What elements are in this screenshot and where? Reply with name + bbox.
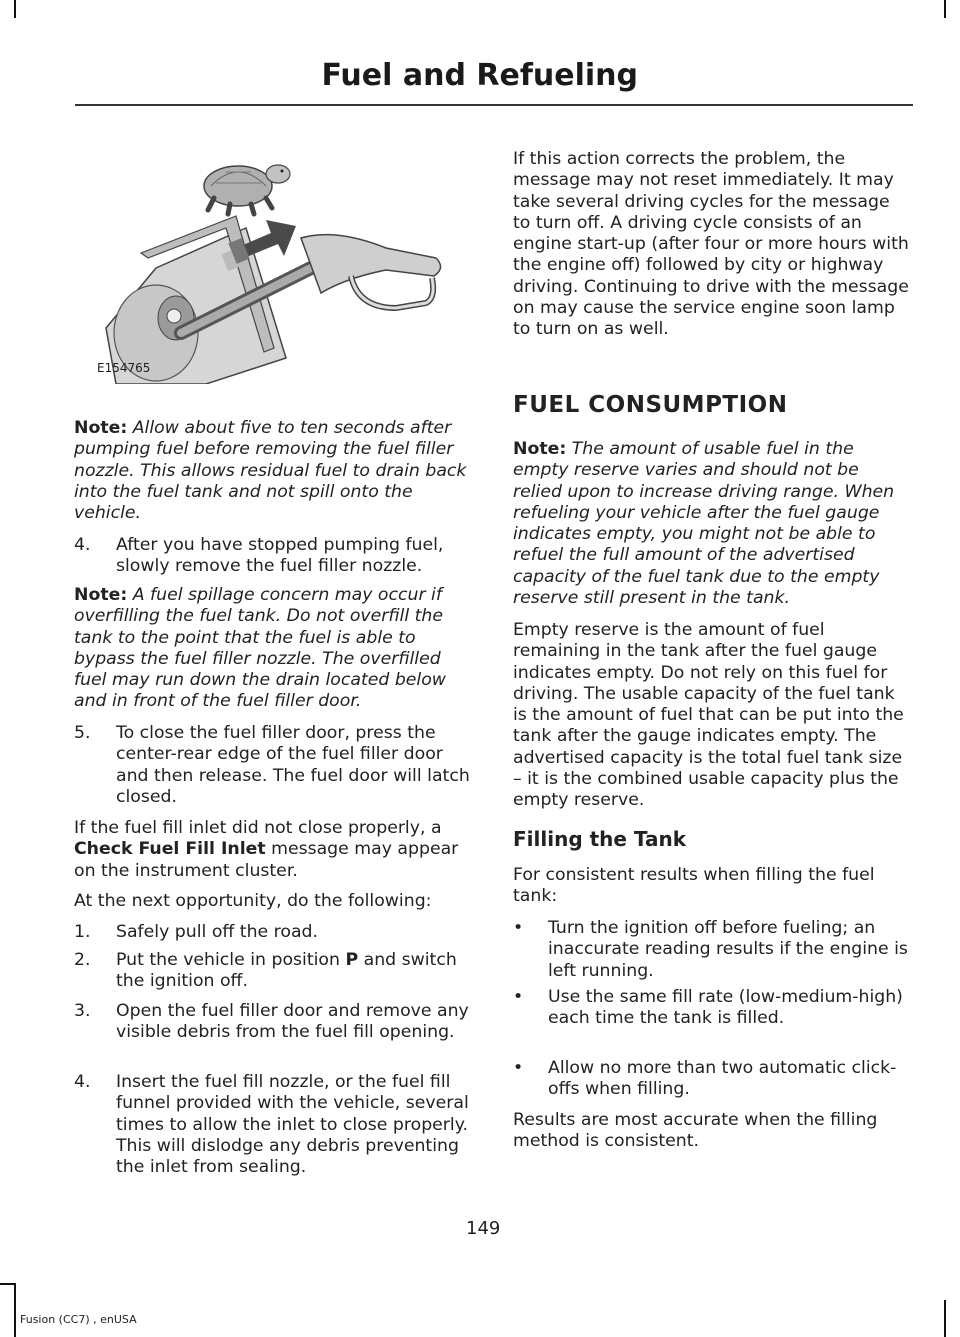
crop-mark xyxy=(14,1283,16,1337)
message-name: Check Fuel Fill Inlet xyxy=(74,839,266,860)
step-text: To close the fuel filler door, press the center-rear edge of the fuel filler door and then release. The fuel door will latch closed. xyxy=(116,723,470,807)
text: If the fuel fill inlet did not close properly, a xyxy=(74,818,442,838)
note-label: Note: xyxy=(74,418,128,438)
bullet-text: Turn the ignition off before fueling; an inaccurate reading results if the engine is left running. xyxy=(548,918,908,981)
page-number: 149 xyxy=(466,1218,501,1239)
crop-mark xyxy=(14,0,16,18)
list-text: Safely pull off the road. xyxy=(116,922,318,942)
note-fuel-spillage xyxy=(74,585,477,713)
list-text: Put the vehicle in position xyxy=(116,950,340,970)
bullet-item xyxy=(513,1058,910,1101)
heading-fuel-consumption: FUEL CONSUMPTION xyxy=(513,392,788,418)
bullet-text: Allow no more than two automatic click-offs when filling. xyxy=(548,1058,897,1100)
list-number: 2. xyxy=(74,950,91,970)
header-rule xyxy=(75,104,913,106)
note-text: Allow about five to ten seconds after pumping fuel before removing the fuel filler nozzle. This allows residual fuel to drain back into the fuel tank and not spill onto the vehicle. xyxy=(74,418,467,524)
crop-mark xyxy=(944,0,946,18)
step-number: 4. xyxy=(74,535,91,555)
paragraph-check-fuel-inlet xyxy=(74,818,477,882)
text: message may appear on the instrument cluster. xyxy=(74,839,459,881)
turtle-fuel-nozzle-illustration xyxy=(96,158,476,384)
note-residual-fuel xyxy=(74,418,477,524)
step-number: 5. xyxy=(74,723,91,743)
note-text: A fuel spillage concern may occur if overfilling the fuel tank. Do not overfill the tank to the point that the fuel is able to bypass the fuel filler nozzle. The overfilled fuel may run down the drain located below and in front of the fuel filler door. xyxy=(74,585,446,712)
bullet-item xyxy=(513,987,910,1030)
bullet-mark: • xyxy=(513,918,524,938)
list-number: 1. xyxy=(74,922,91,942)
list-item xyxy=(74,950,477,993)
paragraph-next-opportunity: At the next opportunity, do the following: xyxy=(74,891,432,911)
page-title: Fuel and Refueling xyxy=(321,58,638,93)
bullet-item xyxy=(513,918,910,982)
step-4-remove-nozzle xyxy=(74,535,477,578)
gear-position: P xyxy=(345,950,359,970)
bullet-mark: • xyxy=(513,1058,524,1078)
paragraph-consistent-results: For consistent results when filling the fuel tank: xyxy=(513,865,875,907)
footer-model: Fusion (CC7) , enUSA xyxy=(20,1313,137,1326)
note-empty-reserve xyxy=(513,439,910,609)
crop-mark xyxy=(944,1300,946,1337)
list-text: Open the fuel filler door and remove any visible debris from the fuel fill opening. xyxy=(116,1001,469,1043)
list-number: 3. xyxy=(74,1001,91,1021)
heading-filling-tank: Filling the Tank xyxy=(513,827,687,851)
step-text: After you have stopped pumping fuel, slowly remove the fuel filler nozzle. xyxy=(116,535,444,577)
paragraph-filling-method: Results are most accurate when the filling method is consistent. xyxy=(513,1110,878,1152)
step-5-close-door xyxy=(74,723,477,808)
paragraph-driving-cycles: If this action corrects the problem, the message may not reset immediately. It may take several driving cycles for the message to turn off. A driving cycle consists of an engine start-up (after four or more hours with the engine off) followed by city or highway driving. Continuing to drive with the message on may cause the service engine soon lamp to turn on as well. xyxy=(513,149,909,340)
list-text: Insert the fuel fill nozzle, or the fuel fill funnel provided with the vehicle, several times to allow the inlet to close properly. This will dislodge any debris preventing the inlet from sealing. xyxy=(116,1072,469,1178)
note-label: Note: xyxy=(74,585,128,605)
bullet-mark: • xyxy=(513,987,524,1007)
note-label: Note: xyxy=(513,439,567,459)
note-text: The amount of usable fuel in the empty reserve varies and should not be relied upon to increase driving range. When refueling your vehicle after the fuel gauge indicates empty, you might not be able to refuel the full amount of the advertised capacity of the fuel tank due to the empty reserve still present in the tank. xyxy=(513,439,895,609)
list-item xyxy=(74,922,477,943)
list-item xyxy=(74,1072,477,1178)
paragraph-empty-reserve: Empty reserve is the amount of fuel remaining in the tank after the fuel gauge indicates empty. Do not rely on this fuel for driving. The usable capacity of the fuel tank is the amount of fuel that can be put into the tank after the gauge indicates empty. The advertised capacity is the total fuel tank size – it is the combined usable capacity plus the empty reserve. xyxy=(513,620,904,811)
bullet-text: Use the same fill rate (low-medium-high) each time the tank is filled. xyxy=(548,987,903,1029)
list-item xyxy=(74,1001,477,1044)
figure-code: E154765 xyxy=(97,361,151,375)
list-number: 4. xyxy=(74,1072,91,1092)
crop-mark xyxy=(0,1283,14,1285)
list-text: and switch the ignition off. xyxy=(116,950,457,992)
